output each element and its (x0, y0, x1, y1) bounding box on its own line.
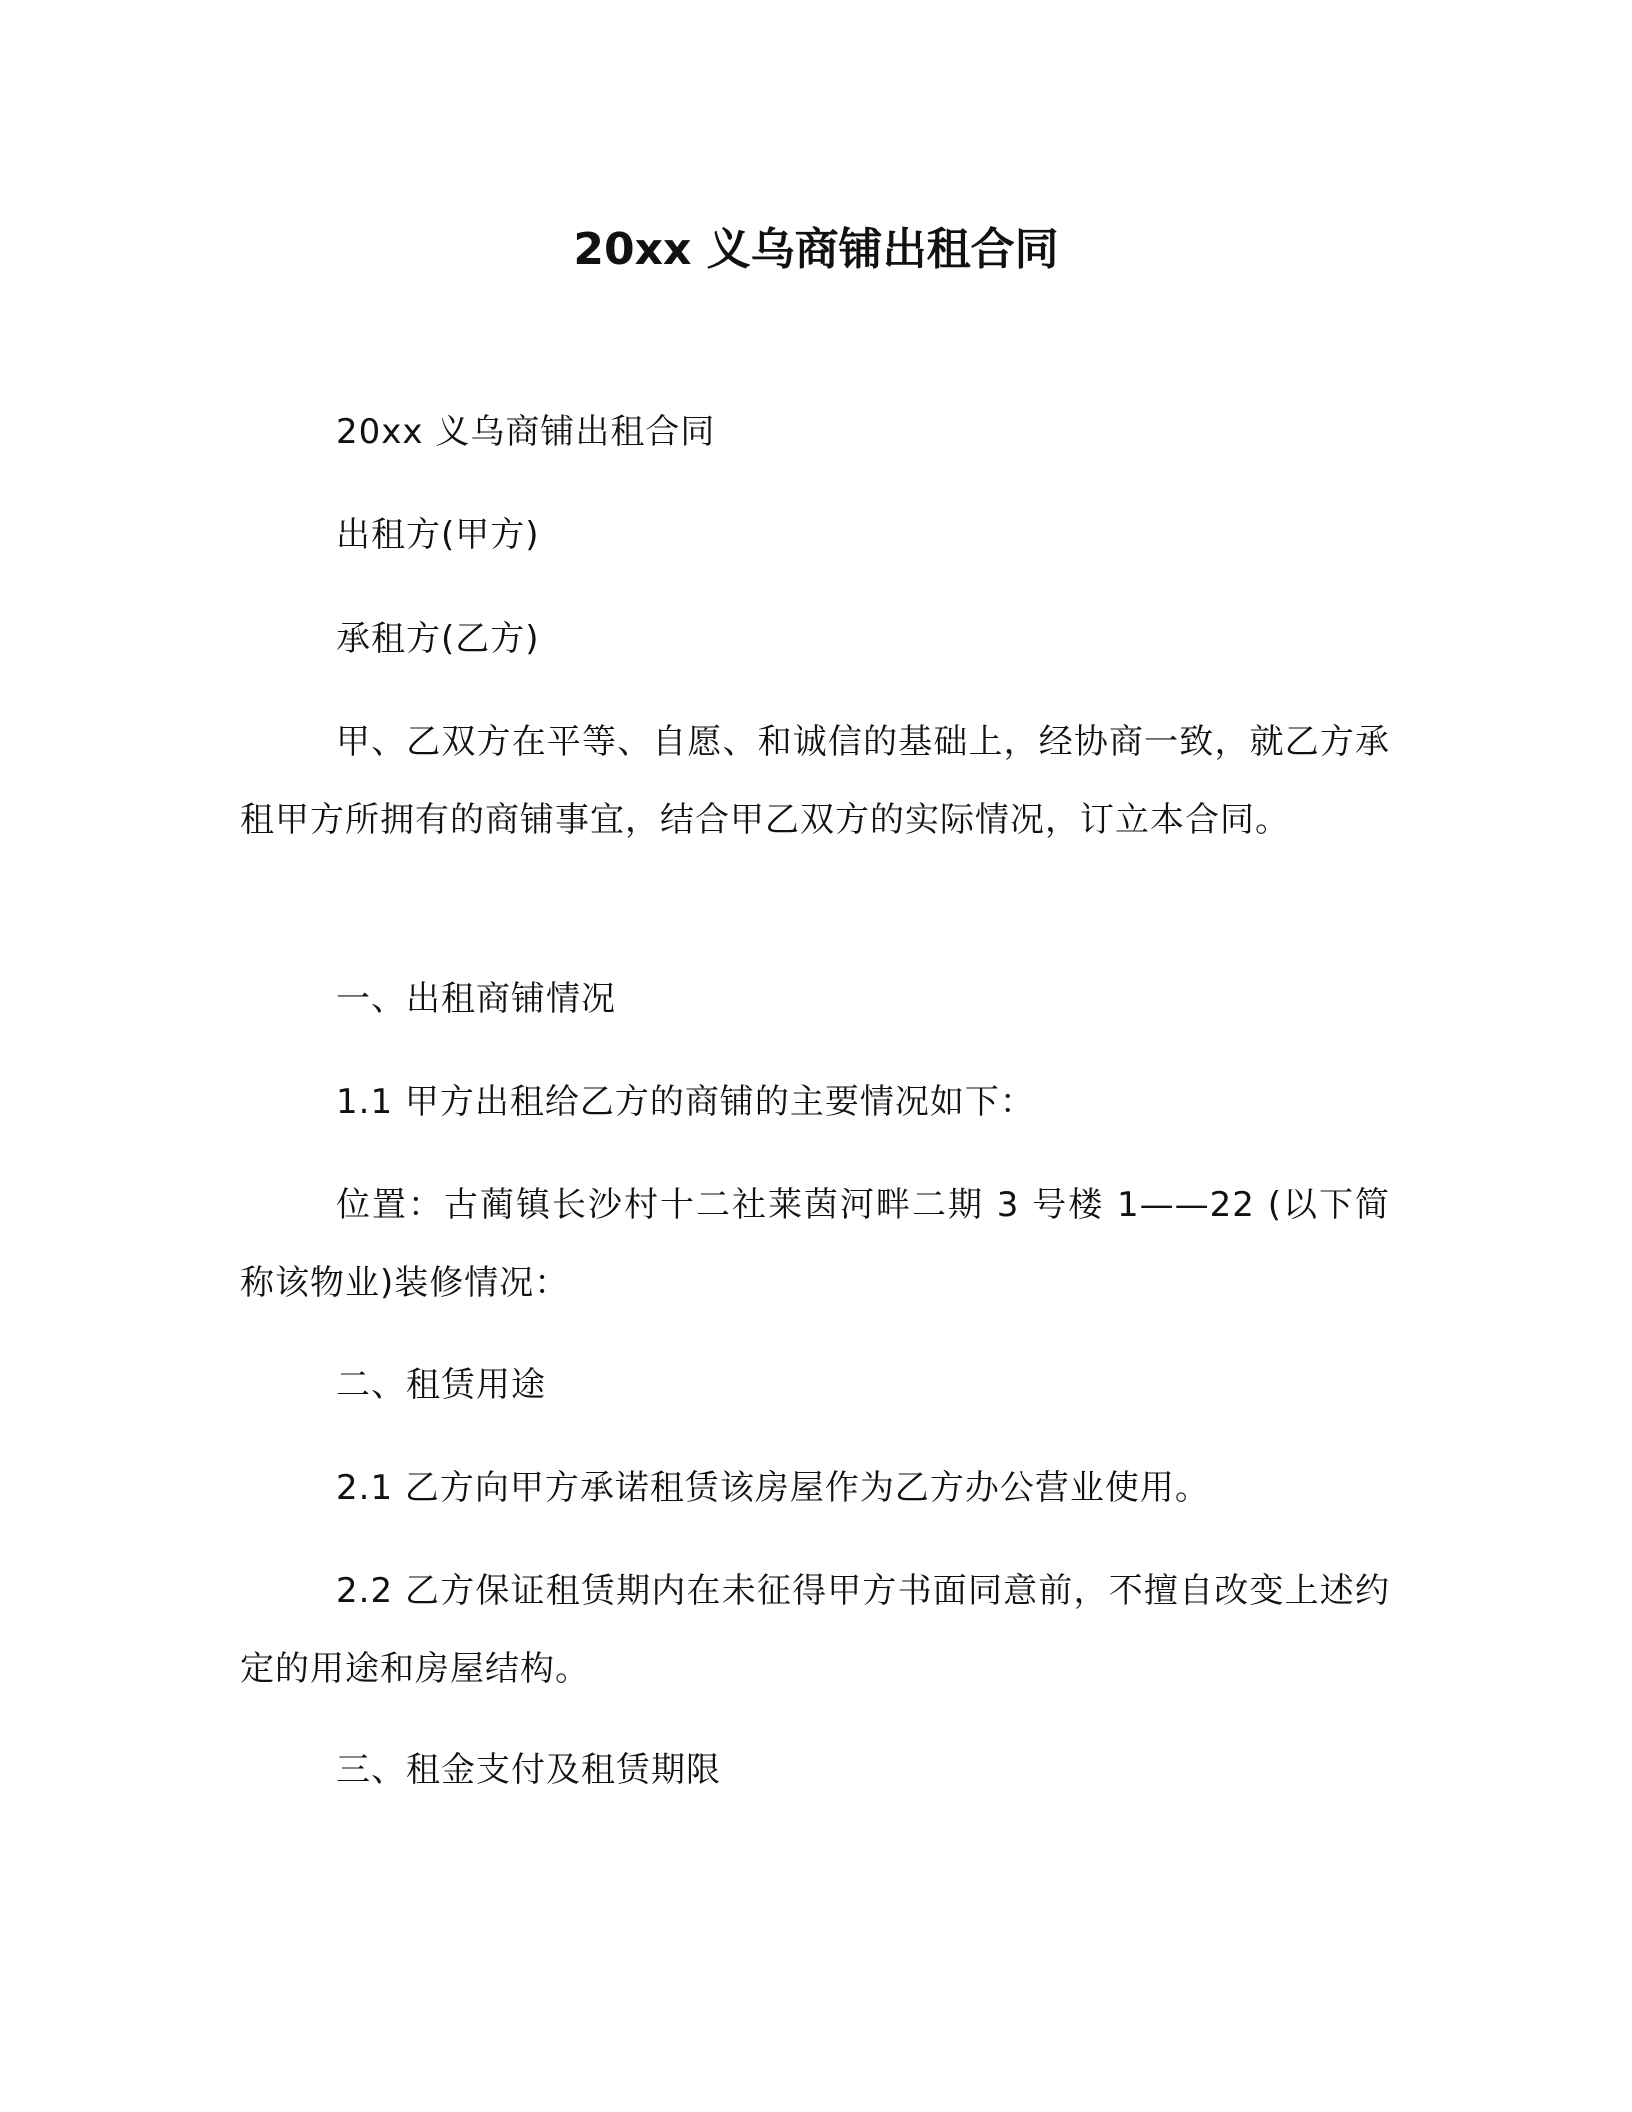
paragraph-2-2: 2.2 乙方保证租赁期内在未征得甲方书面同意前，不擅自改变上述约定的用途和房屋结构。 (240, 1571, 1390, 1689)
paragraph-1-1: 1.1 甲方出租给乙方的商铺的主要情况如下： (336, 1082, 1035, 1122)
paragraph-preamble: 甲、乙双方在平等、自愿、和诚信的基础上，经协商一致，就乙方承租甲方所拥有的商铺事宜，结合甲乙双方的实际情况，订立本合同。 (240, 722, 1390, 840)
paragraph-2-1: 2.1 乙方向甲方承诺租赁该房屋作为乙方办公营业使用。 (336, 1468, 1210, 1508)
paragraph-lessee: 承租方(乙方) (336, 619, 540, 659)
paragraph-location: 位置：古蔺镇长沙村十二社莱茵河畔二期 3 号楼 1——22 (以下简称该物业)装修情况： (240, 1185, 1390, 1303)
section-heading-1: 一、出租商铺情况 (336, 979, 616, 1019)
section-heading-3: 三、租金支付及租赁期限 (336, 1750, 721, 1790)
section-heading-2: 二、租赁用途 (336, 1365, 546, 1405)
paragraph-lessor: 出租方(甲方) (336, 515, 540, 555)
paragraph-contract-name: 20xx 义乌商铺出租合同 (336, 412, 716, 452)
document-title: 20xx 义乌商铺出租合同 (573, 224, 1059, 275)
